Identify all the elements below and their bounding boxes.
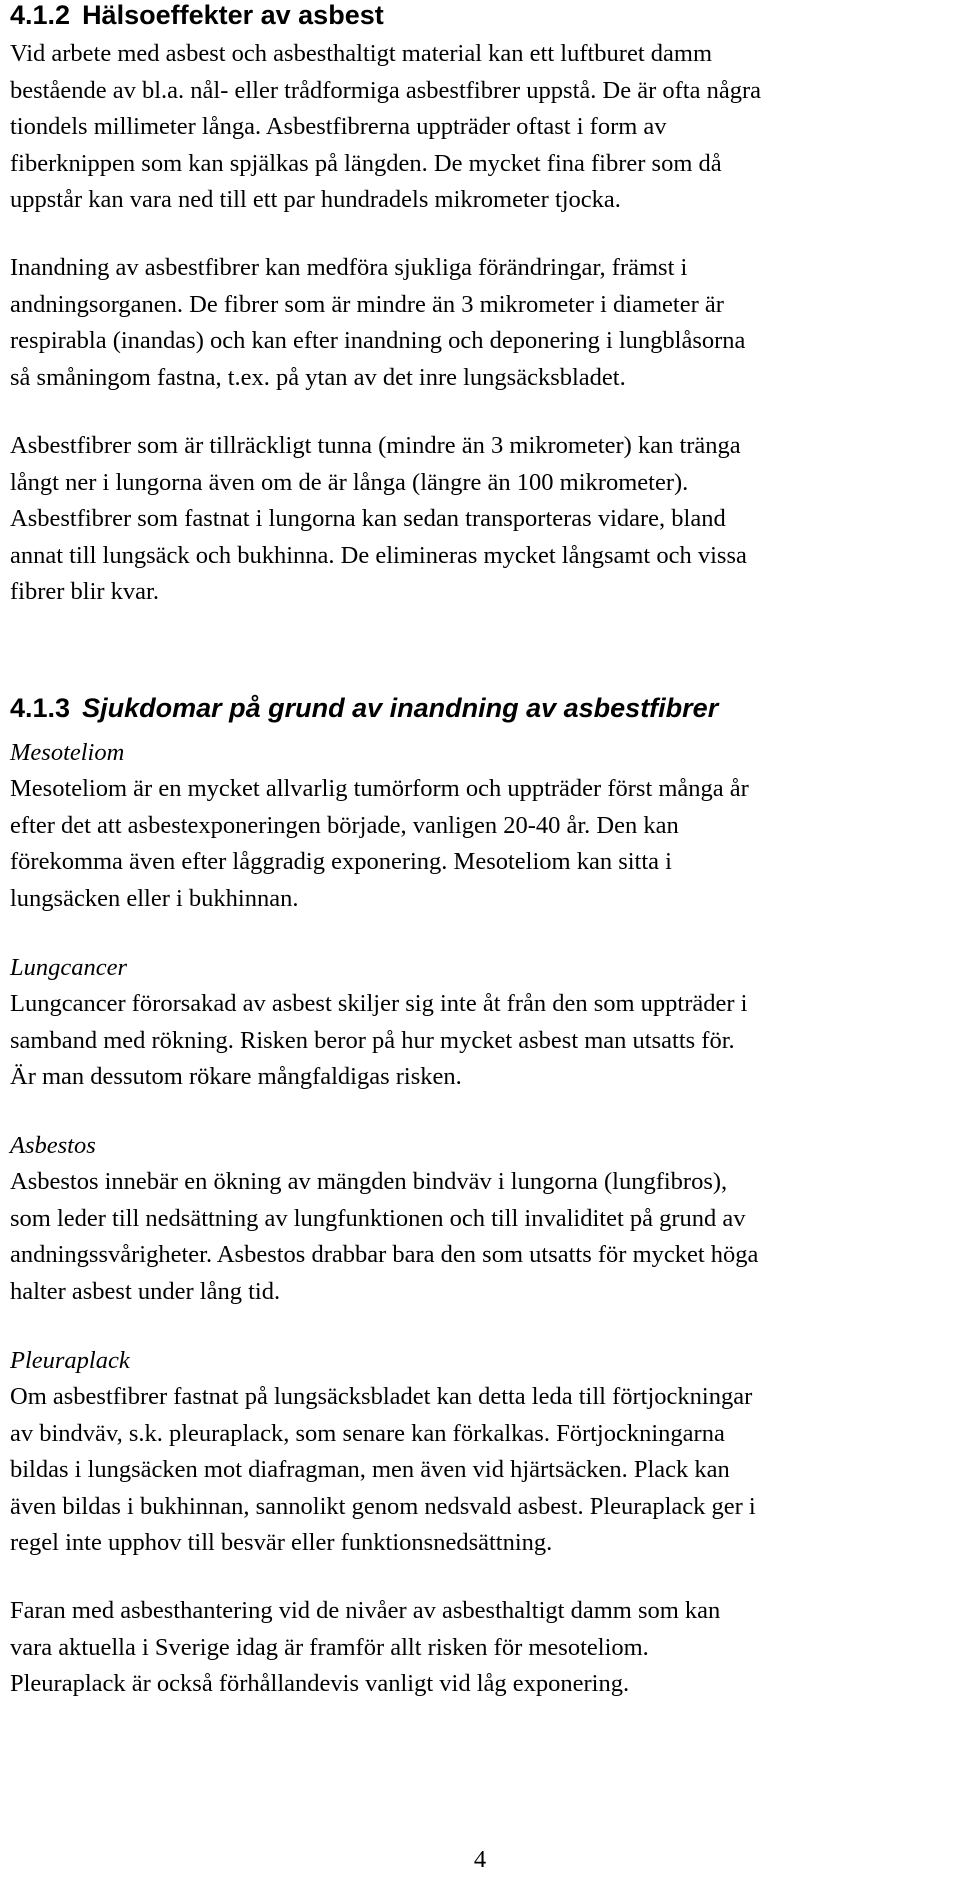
text-line: Asbestfibrer som är tillräckligt tunna (mindre än 3 mikrometer) kan tränga (10, 432, 741, 459)
text-line: regel inte upphov till besvär eller funktionsnedsättning. (10, 1529, 553, 1556)
text-line: Faran med asbesthantering vid de nivåer av asbesthaltigt damm som kan (10, 1597, 721, 1624)
text-line: andningsorganen. De fibrer som är mindre än 3 mikrometer i diameter är (10, 290, 724, 318)
text-line: bildas i lungsäcken mot diafragman, men även vid hjärtsäcken. Plack kan (10, 1456, 730, 1483)
section-title: Sjukdomar på grund av inandning av asbestfibrer (82, 693, 719, 723)
text-line: som leder till nedsättning av lungfunktionen och till invaliditet på grund av (10, 1204, 746, 1232)
text-line: lungsäcken eller i bukhinnan. (10, 884, 299, 912)
text-line: samband med rökning. Risken beror på hur mycket asbest man utsatts för. (10, 1026, 735, 1054)
paragraph-inhalation (10, 250, 950, 396)
text-line: efter det att asbestexponeringen började, vanligen 20-40 år. Den kan (10, 811, 679, 839)
text-line: fibrer blir kvar. (10, 578, 159, 605)
paragraph-pleuraplack (10, 1379, 950, 1562)
text-line: vara aktuella i Sverige idag är framför allt risken för mesoteliom. (10, 1633, 649, 1661)
text-line: Asbestfibrer som fastnat i lungorna kan sedan transporteras vidare, bland (10, 505, 726, 532)
text-line: Är man dessutom rökare mångfaldigas risken. (10, 1063, 462, 1090)
paragraph-lungcancer (10, 986, 950, 1096)
subheading-asbestos: Asbestos (10, 1132, 96, 1159)
text-line: så småningom fastna, t.ex. på ytan av det inre lungsäcksbladet. (10, 363, 626, 391)
section-heading-412 (10, 0, 384, 31)
text-line: Lungcancer förorsakad av asbest skiljer sig inte åt från den som uppträder i (10, 990, 748, 1017)
text-line: uppstår kan vara ned till ett par hundradels mikrometer tjocka. (10, 186, 621, 213)
page-number: 4 (473, 1846, 487, 1873)
text-line: Asbestos innebär en ökning av mängden bindväv i lungorna (lungfibros), (10, 1168, 728, 1195)
paragraph-asbestos (10, 1164, 950, 1310)
text-line: fiberknippen som kan spjälkas på längden. De mycket fina fibrer som då (10, 149, 722, 177)
section-number: 4.1.2 (10, 0, 71, 30)
subheading-lungcancer: Lungcancer (10, 954, 128, 981)
paragraph-closing (10, 1593, 950, 1703)
text-line: av bindväv, s.k. pleuraplack, som senare kan förkalkas. Förtjockningarna (10, 1419, 725, 1447)
text-line: andningssvårigheter. Asbestos drabbar bara den som utsatts för mycket höga (10, 1241, 759, 1268)
text-line: Pleuraplack är också förhållandevis vanligt vid låg exponering. (10, 1670, 630, 1697)
section-title: Hälsoeffekter av asbest (82, 0, 384, 30)
paragraph-fiber-transport (10, 428, 950, 611)
text-line: annat till lungsäck och bukhinna. De elimineras mycket långsamt och vissa (10, 541, 747, 569)
text-line: förekomma även efter låggradig exponering. Mesoteliom kan sitta i (10, 848, 672, 875)
text-line: Vid arbete med asbest och asbesthaltigt material kan ett luftburet damm (10, 40, 712, 67)
paragraph-fiber-description (10, 36, 950, 219)
subheading-mesoteliom: Mesoteliom (10, 739, 125, 766)
section-heading-413 (10, 693, 718, 724)
text-line: bestående av bl.a. nål- eller trådformiga asbestfibrer uppstå. De är ofta några (10, 76, 761, 104)
text-line: även bildas i bukhinnan, sannolikt genom nedsvald asbest. Pleuraplack ger i (10, 1492, 756, 1520)
text-line: Mesoteliom är en mycket allvarlig tumörform och uppträder först många år (10, 775, 749, 802)
text-line: Inandning av asbestfibrer kan medföra sjukliga förändringar, främst i (10, 254, 688, 281)
text-line: långt ner i lungorna även om de är långa (längre än 100 mikrometer). (10, 468, 689, 496)
text-line: tiondels millimeter långa. Asbestfibrerna uppträder oftast i form av (10, 113, 667, 140)
subheading-pleuraplack: Pleuraplack (10, 1347, 130, 1374)
text-line: respirabla (inandas) och kan efter inandning och deponering i lungblåsorna (10, 327, 746, 354)
text-line: Om asbestfibrer fastnat på lungsäcksbladet kan detta leda till förtjockningar (10, 1383, 753, 1410)
section-number: 4.1.3 (10, 693, 71, 723)
paragraph-mesoteliom (10, 771, 950, 917)
text-line: halter asbest under lång tid. (10, 1277, 281, 1305)
